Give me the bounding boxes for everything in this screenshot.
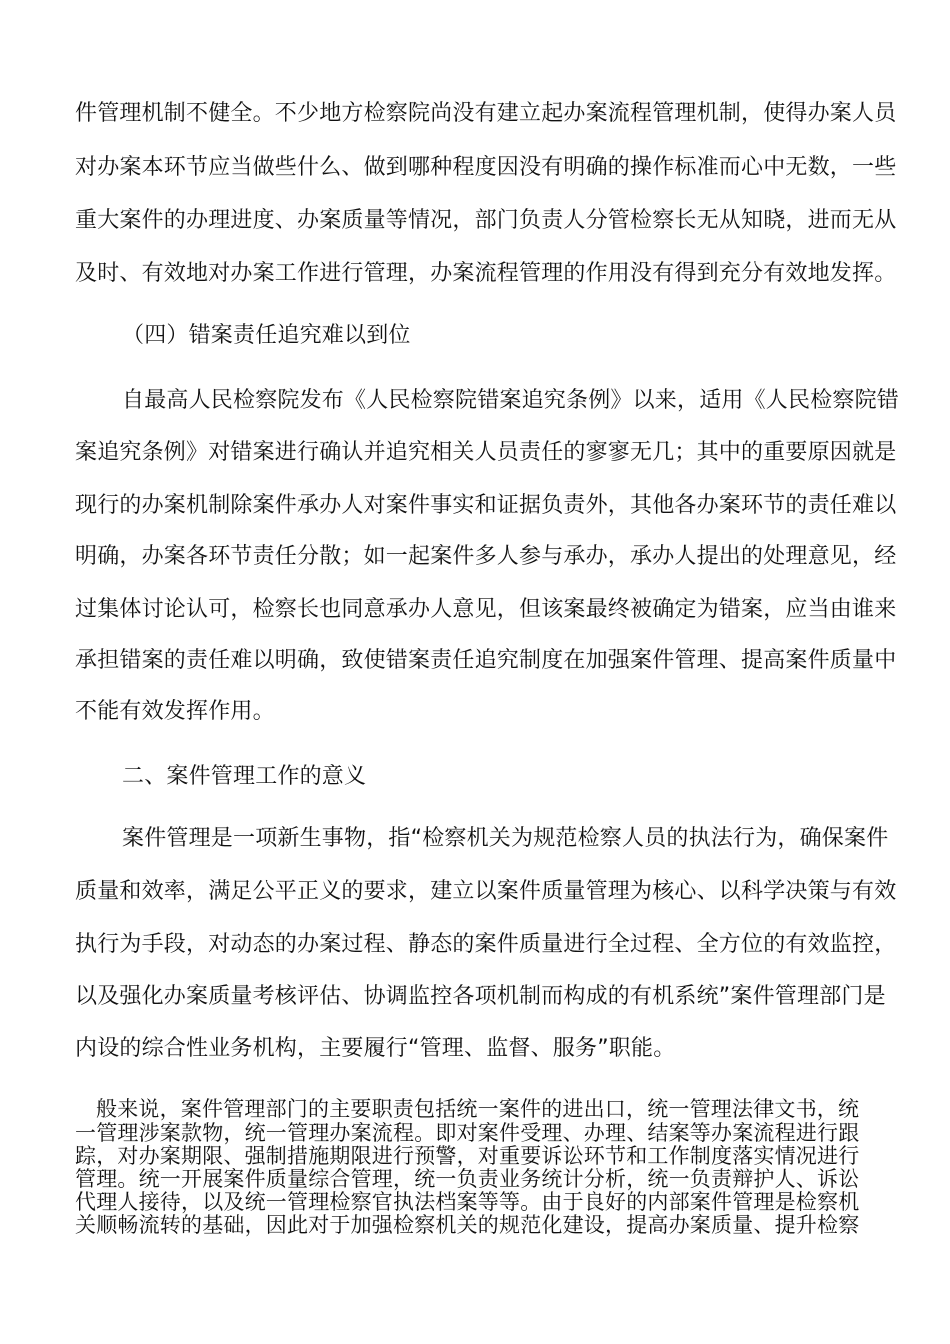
- body-text-line: 关顺畅流转的基础，因此对于加强检察机关的规范化建设，提高办案质量、提升检察: [75, 1213, 860, 1237]
- body-text-line: 现行的办案机制除案件承办人对案件事实和证据负责外，其他各办案环节的责任难以: [75, 493, 897, 518]
- body-text-line: 管理。统一开展案件质量综合管理，统一负责业务统计分析，统一负责辩护人、诉讼: [75, 1167, 860, 1191]
- body-text-line: 案追究条例》对错案进行确认并追究相关人员责任的寥寥无几；其中的重要原因就是: [75, 440, 897, 465]
- body-text-line: 及时、有效地对办案工作进行管理，办案流程管理的作用没有得到充分有效地发挥。: [75, 261, 897, 286]
- section-heading-4: （四）错案责任追究难以到位: [122, 323, 411, 348]
- body-text-line: 重大案件的办理进度、办案质量等情况，部门负责人分管检察长无从知晓，进而无从: [75, 208, 897, 233]
- body-text-line: 件管理机制不健全。不少地方检察院尚没有建立起办案流程管理机制，使得办案人员: [75, 101, 897, 126]
- body-text-line: 代理人接待，以及统一管理检察官执法档案等等。由于良好的内部案件管理是检察机: [75, 1190, 860, 1214]
- body-text-line: 以及强化办案质量考核评估、协调监控各项机制而构成的有机系统”案件管理部门是: [75, 984, 886, 1009]
- body-text-line: 一管理涉案款物，统一管理办案流程。即对案件受理、办理、结案等办案流程进行跟: [75, 1121, 860, 1145]
- body-text-line: 明确，办案各环节责任分散；如一起案件多人参与承办，承办人提出的处理意见，经: [75, 544, 897, 569]
- body-text-line: 案件管理是一项新生事物，指“检察机关为规范检察人员的执法行为，确保案件: [122, 826, 889, 851]
- section-heading-2: 二、案件管理工作的意义: [122, 764, 367, 789]
- body-text-line: 对办案本环节应当做些什么、做到哪种程度因没有明确的操作标准而心中无数，一些: [75, 155, 897, 180]
- body-text-line: 承担错案的责任难以明确，致使错案责任追究制度在加强案件管理、提高案件质量中: [75, 648, 897, 673]
- body-text-line: 般来说，案件管理部门的主要职责包括统一案件的进出口，统一管理法律文书，统: [96, 1097, 860, 1121]
- body-text-line: 内设的综合性业务机构，主要履行“管理、监督、服务”职能。: [75, 1036, 676, 1061]
- body-text-line: 踪，对办案期限、强制措施期限进行预警，对重要诉讼环节和工作制度落实情况进行: [75, 1144, 860, 1168]
- body-text-line: 不能有效发挥作用。: [75, 699, 275, 724]
- body-text-line: 自最高人民检察院发布《人民检察院错案追究条例》以来，适用《人民检察院错: [122, 388, 900, 413]
- body-text-line: 质量和效率，满足公平正义的要求，建立以案件质量管理为核心、以科学决策与有效: [75, 879, 897, 904]
- body-text-line: 执行为手段，对动态的办案过程、静态的案件质量进行全过程、全方位的有效监控，: [75, 932, 897, 957]
- body-text-line: 过集体讨论认可，检察长也同意承办人意见，但该案最终被确定为错案，应当由谁来: [75, 597, 897, 622]
